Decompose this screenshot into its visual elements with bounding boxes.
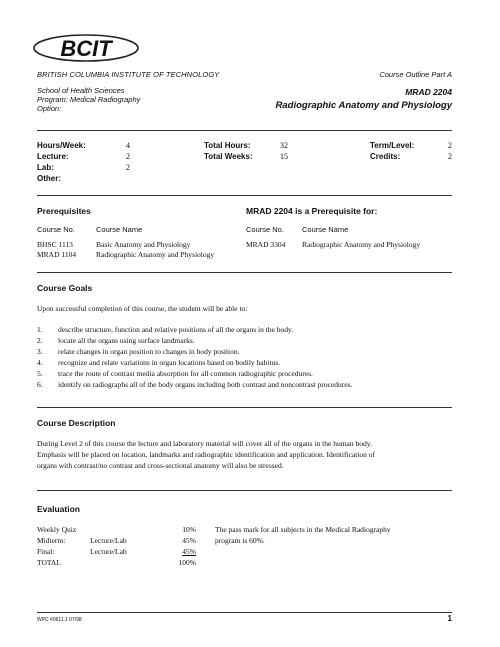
bcit-logo-graphic xyxy=(30,28,142,72)
prereq-row-no: BHSC 1113 xyxy=(37,240,73,249)
total-hours-value: 32 xyxy=(280,141,288,150)
total-weeks-value: 15 xyxy=(280,152,288,161)
prerequisites-heading: Prerequisites xyxy=(37,206,91,216)
eval-pct: 45% xyxy=(182,536,196,545)
program-name: Program: Medical Radiography xyxy=(37,95,141,104)
goal-text: relate changes in organ position to changes in body position. xyxy=(58,347,240,356)
divider xyxy=(37,130,452,131)
prereq-row-name: Radiographic Anatomy and Physiology xyxy=(96,250,215,259)
course-code: MRAD 2204 xyxy=(405,87,452,97)
prereq-col-name: Course Name xyxy=(96,225,143,234)
prereq-row-no: MRAD 1104 xyxy=(37,250,77,259)
goal-text: locate all the organs using surface landmarks. xyxy=(58,336,195,345)
divider xyxy=(37,195,452,196)
lab-value: 2 xyxy=(126,163,130,172)
evaluation-heading: Evaluation xyxy=(37,504,80,514)
footer-ref: WPC #0611.1 07/98 xyxy=(37,617,82,623)
total-weeks-label: Total Weeks: xyxy=(204,152,253,161)
description-line: organs with contrast/no contrast and cross-sectional anatomy will also be stressed. xyxy=(37,461,284,470)
eval-label: Weekly Quiz xyxy=(37,525,77,534)
pass-mark-note: The pass mark for all subjects in the Medical Radiography xyxy=(215,525,391,534)
school-block xyxy=(37,86,140,113)
goal-text: identify on radiographs all of the body organs including both contrast and noncontrast procedures. xyxy=(58,380,353,389)
logo-text: BCIT xyxy=(60,36,112,61)
divider xyxy=(37,272,452,273)
lecture-value: 2 xyxy=(126,152,130,161)
hours-week-value: 4 xyxy=(126,141,130,150)
eval-total-pct: 100% xyxy=(178,558,196,567)
eval-label: Final: xyxy=(37,547,55,556)
prereq-for-heading: MRAD 2204 is a Prerequisite for: xyxy=(246,206,378,216)
description-line: Emphasis will be placed on location, landmarks and radiographic identification and application. Identification of xyxy=(37,450,376,459)
institution-name: BRITISH COLUMBIA INSTITUTE OF TECHNOLOGY xyxy=(37,70,220,79)
prereq-col-no: Course No. xyxy=(37,225,75,234)
prereq-for-col-no: Course No. xyxy=(246,225,284,234)
divider xyxy=(37,490,452,491)
option-label: Option: xyxy=(37,104,62,113)
page-number: 1 xyxy=(447,614,452,623)
prereq-for-row-no: MRAD 3304 xyxy=(246,240,286,249)
lecture-label: Lecture: xyxy=(37,152,69,161)
goal-num: 4. xyxy=(37,358,43,367)
course-title: Radiographic Anatomy and Physiology xyxy=(275,100,452,111)
eval-total-label: TOTAL xyxy=(37,558,61,567)
credits-label: Credits: xyxy=(370,152,401,161)
term-level-value: 2 xyxy=(448,141,452,150)
eval-sub: Lecture/Lab xyxy=(90,536,127,545)
goal-text: recognize and relate variations in organ locations based on bodily habitus. xyxy=(58,358,281,367)
goal-num: 3. xyxy=(37,347,43,356)
goal-num: 1. xyxy=(37,325,43,334)
other-label: Other: xyxy=(37,174,61,183)
divider xyxy=(37,407,452,408)
school-name: School of Health Sciences xyxy=(37,86,125,95)
eval-pct: 45% xyxy=(182,547,196,556)
goal-num: 5. xyxy=(37,369,43,378)
prereq-for-row-name: Radiographic Anatomy and Physiology xyxy=(302,240,421,249)
goals-intro: Upon successful completion of this course, the student will be able to: xyxy=(37,304,248,313)
eval-sub: Lecture/Lab xyxy=(90,547,127,556)
goal-num: 2. xyxy=(37,336,43,345)
goal-text: trace the route of contrast media absorption for all common radiographic procedures. xyxy=(58,369,313,378)
outline-label: Course Outline Part A xyxy=(379,70,452,79)
goal-text: describe structure, function and relative positions of all the organs in the body. xyxy=(58,325,294,334)
description-line: During Level 2 of this course the lecture and laboratory material will cover all of the organs in the human body. xyxy=(37,439,372,448)
total-hours-label: Total Hours: xyxy=(204,141,251,150)
description-heading: Course Description xyxy=(37,418,116,428)
hours-week-label: Hours/Week: xyxy=(37,141,86,150)
eval-label: Midterm: xyxy=(37,536,66,545)
goal-num: 6. xyxy=(37,380,43,389)
eval-pct: 10% xyxy=(182,525,196,534)
lab-label: Lab: xyxy=(37,163,54,172)
goals-heading: Course Goals xyxy=(37,283,93,293)
prereq-row-name: Basic Anatomy and Physiology xyxy=(96,240,191,249)
term-level-label: Term/Level: xyxy=(370,141,415,150)
bcit-logo xyxy=(30,28,142,72)
pass-mark-note: program is 60%. xyxy=(215,536,265,545)
credits-value: 2 xyxy=(448,152,452,161)
divider xyxy=(37,612,452,613)
prereq-for-col-name: Course Name xyxy=(302,225,349,234)
